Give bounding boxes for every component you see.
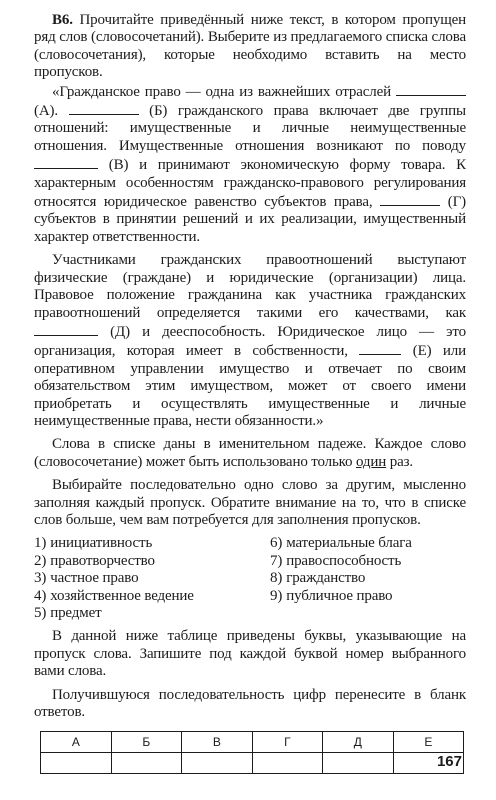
instruction-emphasis: один (355, 453, 387, 470)
option-item (34, 605, 270, 622)
option-item (34, 553, 270, 570)
answer-cell[interactable] (182, 753, 253, 774)
option-text: хозяйственное ведение (50, 587, 194, 604)
task-intro (34, 12, 466, 82)
answer-letter: В (182, 732, 253, 753)
option-item (270, 588, 466, 605)
page-number: 167 (436, 753, 462, 770)
option-number: 6) (270, 535, 283, 552)
option-number: 9) (270, 587, 283, 604)
blank-a (396, 82, 466, 96)
word-options-list (34, 535, 466, 622)
transfer-instruction: Получившуюся последовательность цифр перенесите в бланк ответов. (34, 686, 466, 721)
answer-cell[interactable] (41, 753, 112, 774)
blank-v (34, 155, 98, 169)
answer-cell[interactable] (323, 753, 394, 774)
text-fragment: (Г) субъектов в принятии решений и их реализации, имущественный характер ответственности. (34, 194, 467, 245)
instruction-text: раз. (386, 453, 413, 470)
option-item (34, 570, 270, 587)
blank-d (34, 322, 98, 336)
option-text: правоспособность (286, 552, 402, 569)
instruction-sequence: Выбирайте последовательно одно слово за другим, мысленно заполняя каждый пропуск. Обратите внимание на то, что в списке слов больше, чем вам потребуется для заполнения пропусков. (34, 477, 466, 528)
option-text: материальные блага (286, 535, 412, 552)
instruction-text: Слова в списке даны в именительном падеже. Каждое слово (словосочетание) может быть использовано только (34, 436, 466, 470)
text-fragment: (Д) и дееспособность. Юридическое лицо — это организация, которая имеет в собственности, (34, 323, 466, 360)
blank-e (359, 341, 401, 355)
option-number: 5) (34, 605, 47, 621)
option-text: инициативность (50, 535, 153, 552)
instruction-single-use (34, 436, 466, 471)
answer-letter: А (41, 732, 112, 753)
option-text: частное право (50, 570, 139, 587)
answer-cell[interactable] (252, 753, 323, 774)
option-number: 8) (270, 570, 283, 587)
option-item (34, 588, 270, 605)
option-number: 4) (34, 587, 47, 604)
option-text: гражданство (286, 570, 366, 587)
text-fragment: (В) и принимают экономическую форму товара. К характерным особенностям гражданско-правового регулирования относятся юридическое равенство субъектов права, (34, 157, 466, 211)
answer-cell[interactable] (111, 753, 182, 774)
answer-table (40, 731, 464, 774)
text-paragraph-2 (34, 252, 466, 430)
answer-letter: Д (323, 732, 394, 753)
text-fragment: «Гражданское право — одна из важнейших отраслей (52, 83, 396, 100)
blank-g (380, 192, 440, 206)
text-fragment: (Е) или оперативном управлении имущество и отвечает по своим обязательством этим имуществом, может от своего имени приобретать и осуществлять имущественные и личные неимущественные права, нести обязанности.» (34, 343, 466, 429)
answer-table-input-row (41, 753, 464, 774)
option-item (34, 535, 270, 552)
text-fragment: (А). (34, 103, 69, 120)
option-number: 7) (270, 552, 283, 569)
text-fragment: (Б) гражданского права включает две группы отношений: имущественные и личные неимущественные отношения. Имущественные отношения возникают по поводу (34, 103, 466, 154)
answer-letter: Б (111, 732, 182, 753)
blank-b (69, 101, 139, 115)
option-text: публичное право (286, 587, 393, 604)
task-intro-text: Прочитайте приведённый ниже текст, в котором пропущен ряд слов (словосочетаний). Выберите из предлагаемого списка слова (словосочетания), которые необходимо вставить на место пропусков. (34, 12, 466, 81)
text-paragraph-1 (34, 82, 466, 247)
answer-table-header-row (41, 732, 464, 753)
text-fragment: Участниками гражданских правоотношений выступают физические (граждане) и юридические (организации) лица. Правовое положение гражданина как участника гражданских правоотношений определяется такими его качествами, как (34, 252, 466, 321)
option-item (270, 553, 466, 570)
option-number: 3) (34, 570, 47, 587)
task-page (34, 12, 466, 774)
answer-letter: Е (393, 732, 464, 753)
answer-letter: Г (252, 732, 323, 753)
option-text: правотворчество (50, 552, 155, 569)
table-instruction: В данной ниже таблице приведены буквы, указывающие на пропуск слова. Запишите под каждой буквой номер выбранного вами слова. (34, 628, 466, 680)
task-number: В6. (52, 12, 73, 28)
option-text: предмет (50, 605, 102, 621)
option-item (270, 535, 466, 552)
option-item (270, 570, 466, 587)
option-number: 2) (34, 552, 47, 569)
option-number: 1) (34, 535, 47, 552)
